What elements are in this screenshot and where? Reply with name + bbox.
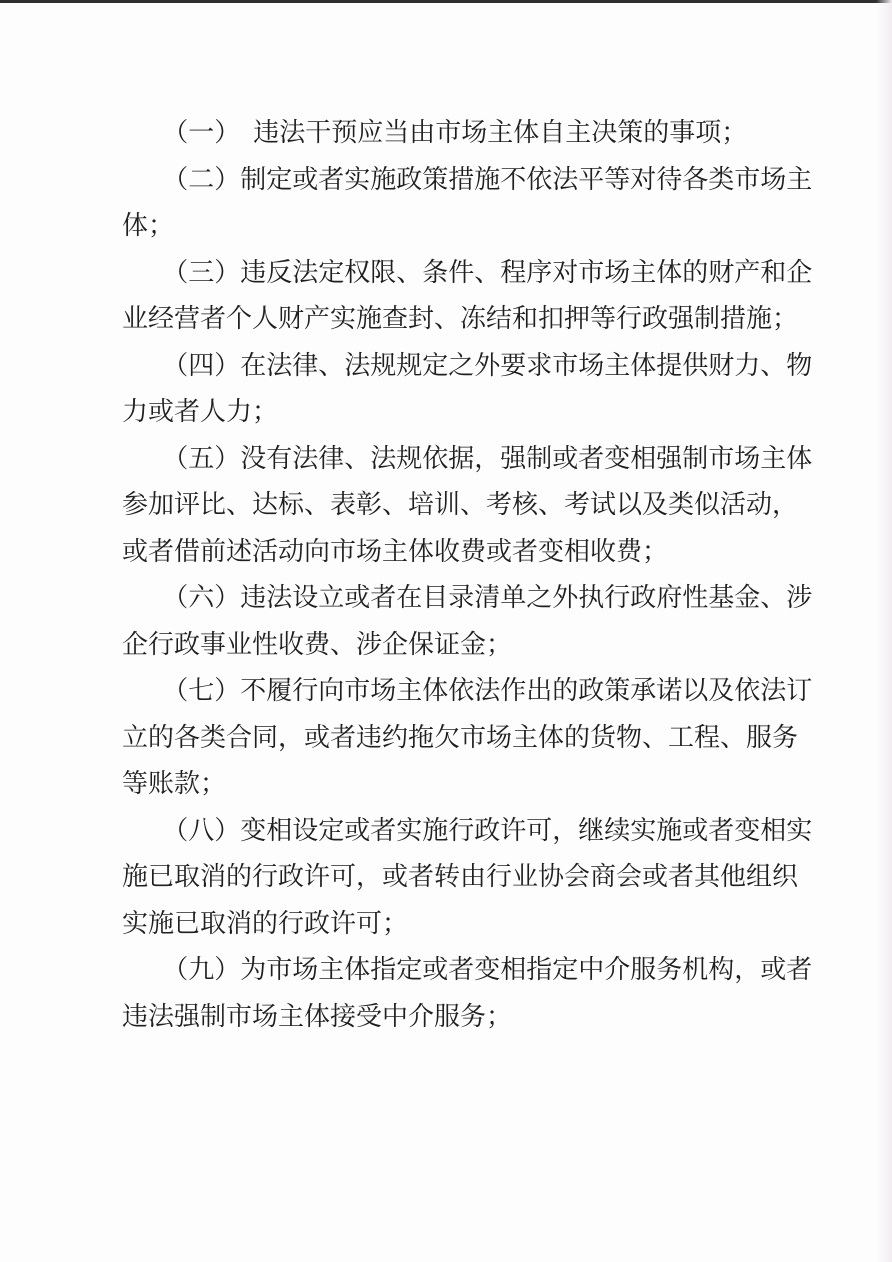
clause-item-3	[122, 250, 814, 343]
clause-item-4	[122, 343, 814, 436]
text-line: 实施已取消的行政许可；	[122, 908, 409, 938]
clause-item-5	[122, 436, 814, 576]
text-line: （六）违法设立或者在目录清单之外执行政府性基金、涉	[162, 583, 813, 612]
clause-item-1	[122, 110, 814, 157]
text-line: 体；	[122, 211, 175, 240]
text-line: 或者借前述活动向市场主体收费或者变相收费；	[122, 536, 669, 566]
text-line: 违法强制市场主体接受中介服务；	[122, 1001, 513, 1031]
clause-item-6	[122, 575, 814, 668]
text-line: 等账款；	[122, 769, 227, 798]
page-top-edge-line	[0, 0, 892, 3]
clause-item-9	[122, 947, 814, 1040]
clause-item-8	[122, 808, 814, 948]
text-line: 施已取消的行政许可，或者转由行业协会商会或者其他组织	[122, 862, 799, 891]
document-text-block	[122, 110, 814, 1040]
page-right-edge-shade	[876, 0, 892, 1262]
text-line: （七）不履行向市场主体依法作出的政策承诺以及依法订	[162, 676, 813, 705]
text-line: （三）违反法定权限、条件、程序对市场主体的财产和企	[162, 257, 813, 287]
text-line: 立的各类合同，或者违约拖欠市场主体的货物、工程、服务	[122, 722, 799, 752]
text-line: （四）在法律、法规规定之外要求市场主体提供财力、物	[162, 350, 813, 380]
clause-item-2	[122, 157, 814, 250]
text-line: 业经营者个人财产实施查封、冻结和扣押等行政强制措施；	[122, 304, 799, 333]
clause-item-7	[122, 668, 814, 808]
text-line: （一） 违法干预应当由市场主体自主决策的事项；	[162, 118, 748, 147]
text-line: 企行政事业性收费、涉企保证金；	[122, 629, 513, 659]
text-line: （二）制定或者实施政策措施不依法平等对待各类市场主	[162, 164, 813, 194]
text-line: （八）变相设定或者实施行政许可，继续实施或者变相实	[162, 815, 813, 845]
text-line: （五）没有法律、法规依据，强制或者变相强制市场主体	[162, 443, 813, 473]
text-line: 力或者人力；	[122, 397, 279, 426]
text-line: 参加评比、达标、表彰、培训、考核、考试以及类似活动，	[122, 490, 799, 519]
text-line: （九）为市场主体指定或者变相指定中介服务机构，或者	[162, 955, 813, 984]
